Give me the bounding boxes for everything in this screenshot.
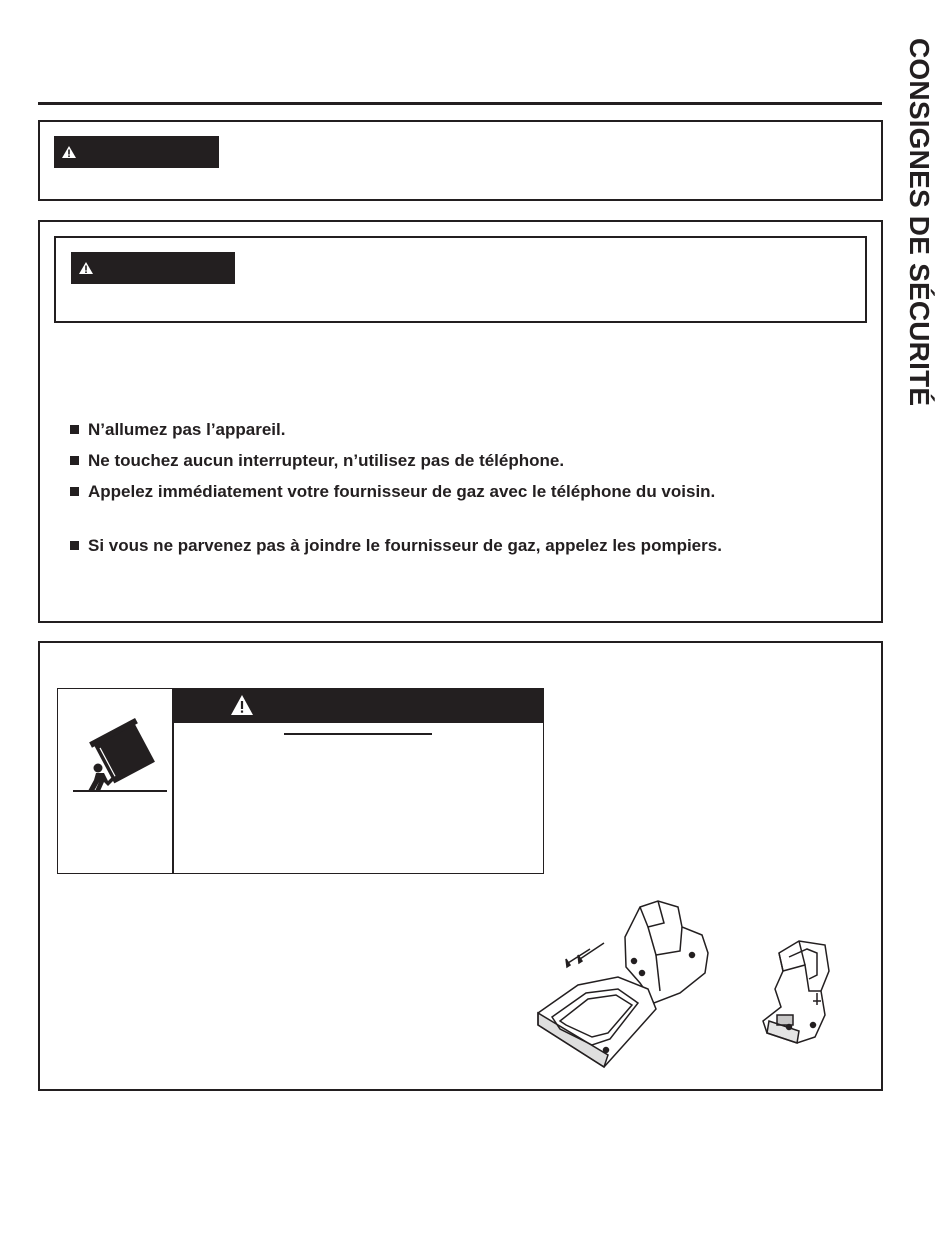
bullet-square-icon bbox=[70, 541, 79, 550]
bullet-square-icon bbox=[70, 425, 79, 434]
tip-over-hazard-icon bbox=[70, 718, 170, 798]
anti-tip-bracket-clip-illustration bbox=[755, 935, 835, 1055]
side-section-title-text: CONSIGNES DE SÉCURITÉ bbox=[904, 38, 935, 407]
warning-triangle-icon bbox=[79, 262, 93, 274]
anti-tip-bracket-illustration bbox=[530, 895, 710, 1075]
warning-triangle-icon bbox=[231, 695, 253, 715]
warning-triangle-icon bbox=[62, 146, 76, 158]
bullet-square-icon bbox=[70, 487, 79, 496]
bullet-item: N’allumez pas l’appareil. bbox=[70, 420, 285, 440]
top-rule bbox=[38, 102, 882, 105]
bullet-item: Ne touchez aucun interrupteur, n’utilisez pas de téléphone. bbox=[70, 451, 564, 471]
bullet-square-icon bbox=[70, 456, 79, 465]
bullet-item: Appelez immédiatement votre fournisseur de gaz avec le téléphone du voisin. bbox=[70, 482, 715, 502]
warning-label-bar-1 bbox=[54, 136, 219, 168]
side-section-title bbox=[897, 38, 941, 460]
bullet-item: Si vous ne parvenez pas à joindre le fournisseur de gaz, appelez les pompiers. bbox=[70, 536, 722, 556]
tip-warning-label-bar bbox=[173, 689, 543, 723]
tip-heading-underline bbox=[284, 733, 432, 735]
warning-label-bar-2 bbox=[71, 252, 235, 284]
